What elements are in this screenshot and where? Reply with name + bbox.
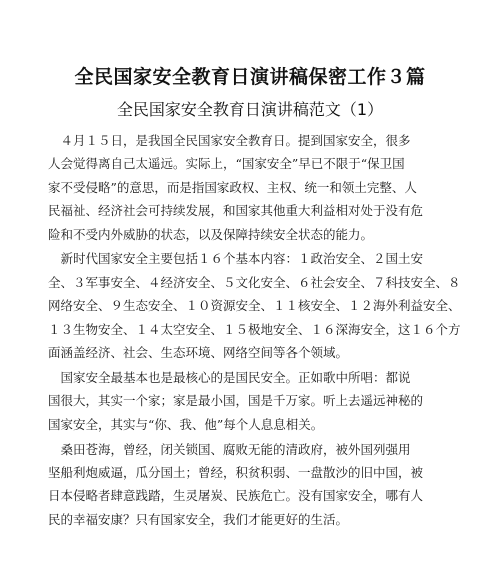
paragraph-line: ４月１５日，是我国全民国家安全教育日。提到国家安全，很多 xyxy=(48,133,411,148)
paragraph-line: 险和不受内外威胁的状态，以及保障持续安全状态的能力。 xyxy=(48,226,374,242)
document-subtitle: 全民国家安全教育日演讲稿范文（1） xyxy=(116,100,384,119)
paragraph-line: 桑田苍海，曾经，闭关锁国、腐败无能的清政府，被外国列强用 xyxy=(48,441,411,457)
paragraph-line: 面涵盖经济、社会、生态环境、网络空间等各个领域。 xyxy=(48,345,349,361)
paragraph-line: 网络安全、９生态安全、１０资源安全、１１核安全、１２海外利益安全、 xyxy=(48,298,461,314)
paragraph-line: 国很大，其实一个家；家是最小国，国是千万家。听上去遥远神秘的 xyxy=(48,393,424,409)
paragraph-line: 民福祉、经济社会可持续发展，和国家其他重大利益相对处于没有危 xyxy=(48,203,424,219)
paragraph xyxy=(48,366,474,436)
document-title: 全民国家安全教育日演讲稿保密工作３篇 xyxy=(74,66,426,88)
paragraph-line: 国家安全最基本也是最核心的是国民安全。正如歌中所唱：都说 xyxy=(48,369,411,385)
paragraph-line: １３生物安全、１４太空安全、１５极地安全、１６深海安全，这１６个方 xyxy=(48,321,461,337)
paragraph-line: 民的幸福安康？只有国家安全，我们才能更好的生活。 xyxy=(48,511,349,527)
paragraph xyxy=(48,438,474,532)
paragraph-line: 全、３军事安全、４经济安全、５文化安全、６社会安全、７科技安全、８ xyxy=(48,274,461,290)
paragraph xyxy=(48,129,474,246)
paragraph-line: 日本侵略者肆意践踏，生灵屠炭、民族危亡。没有国家安全，哪有人 xyxy=(48,488,424,504)
paragraph-line: 新时代国家安全主要包括１６个基本内容：１政治安全、２国土安 xyxy=(48,251,424,267)
paragraph-line: 坚船利炮威逼，瓜分国土；曾经，积贫积弱、一盘散沙的旧中国，被 xyxy=(48,464,424,480)
paragraph xyxy=(48,247,474,364)
document-body xyxy=(48,129,474,531)
paragraph-line: 国家安全，其实与“你、我、他”每个人息息相关。 xyxy=(48,416,324,432)
paragraph-line: 家不受侵略”的意思，而是指国家政权、主权、统一和领土完整、人 xyxy=(48,179,417,195)
paragraph-line: 人会觉得离自己太遥远。实际上，“国家安全”早已不限于“保卫国 xyxy=(48,156,405,172)
